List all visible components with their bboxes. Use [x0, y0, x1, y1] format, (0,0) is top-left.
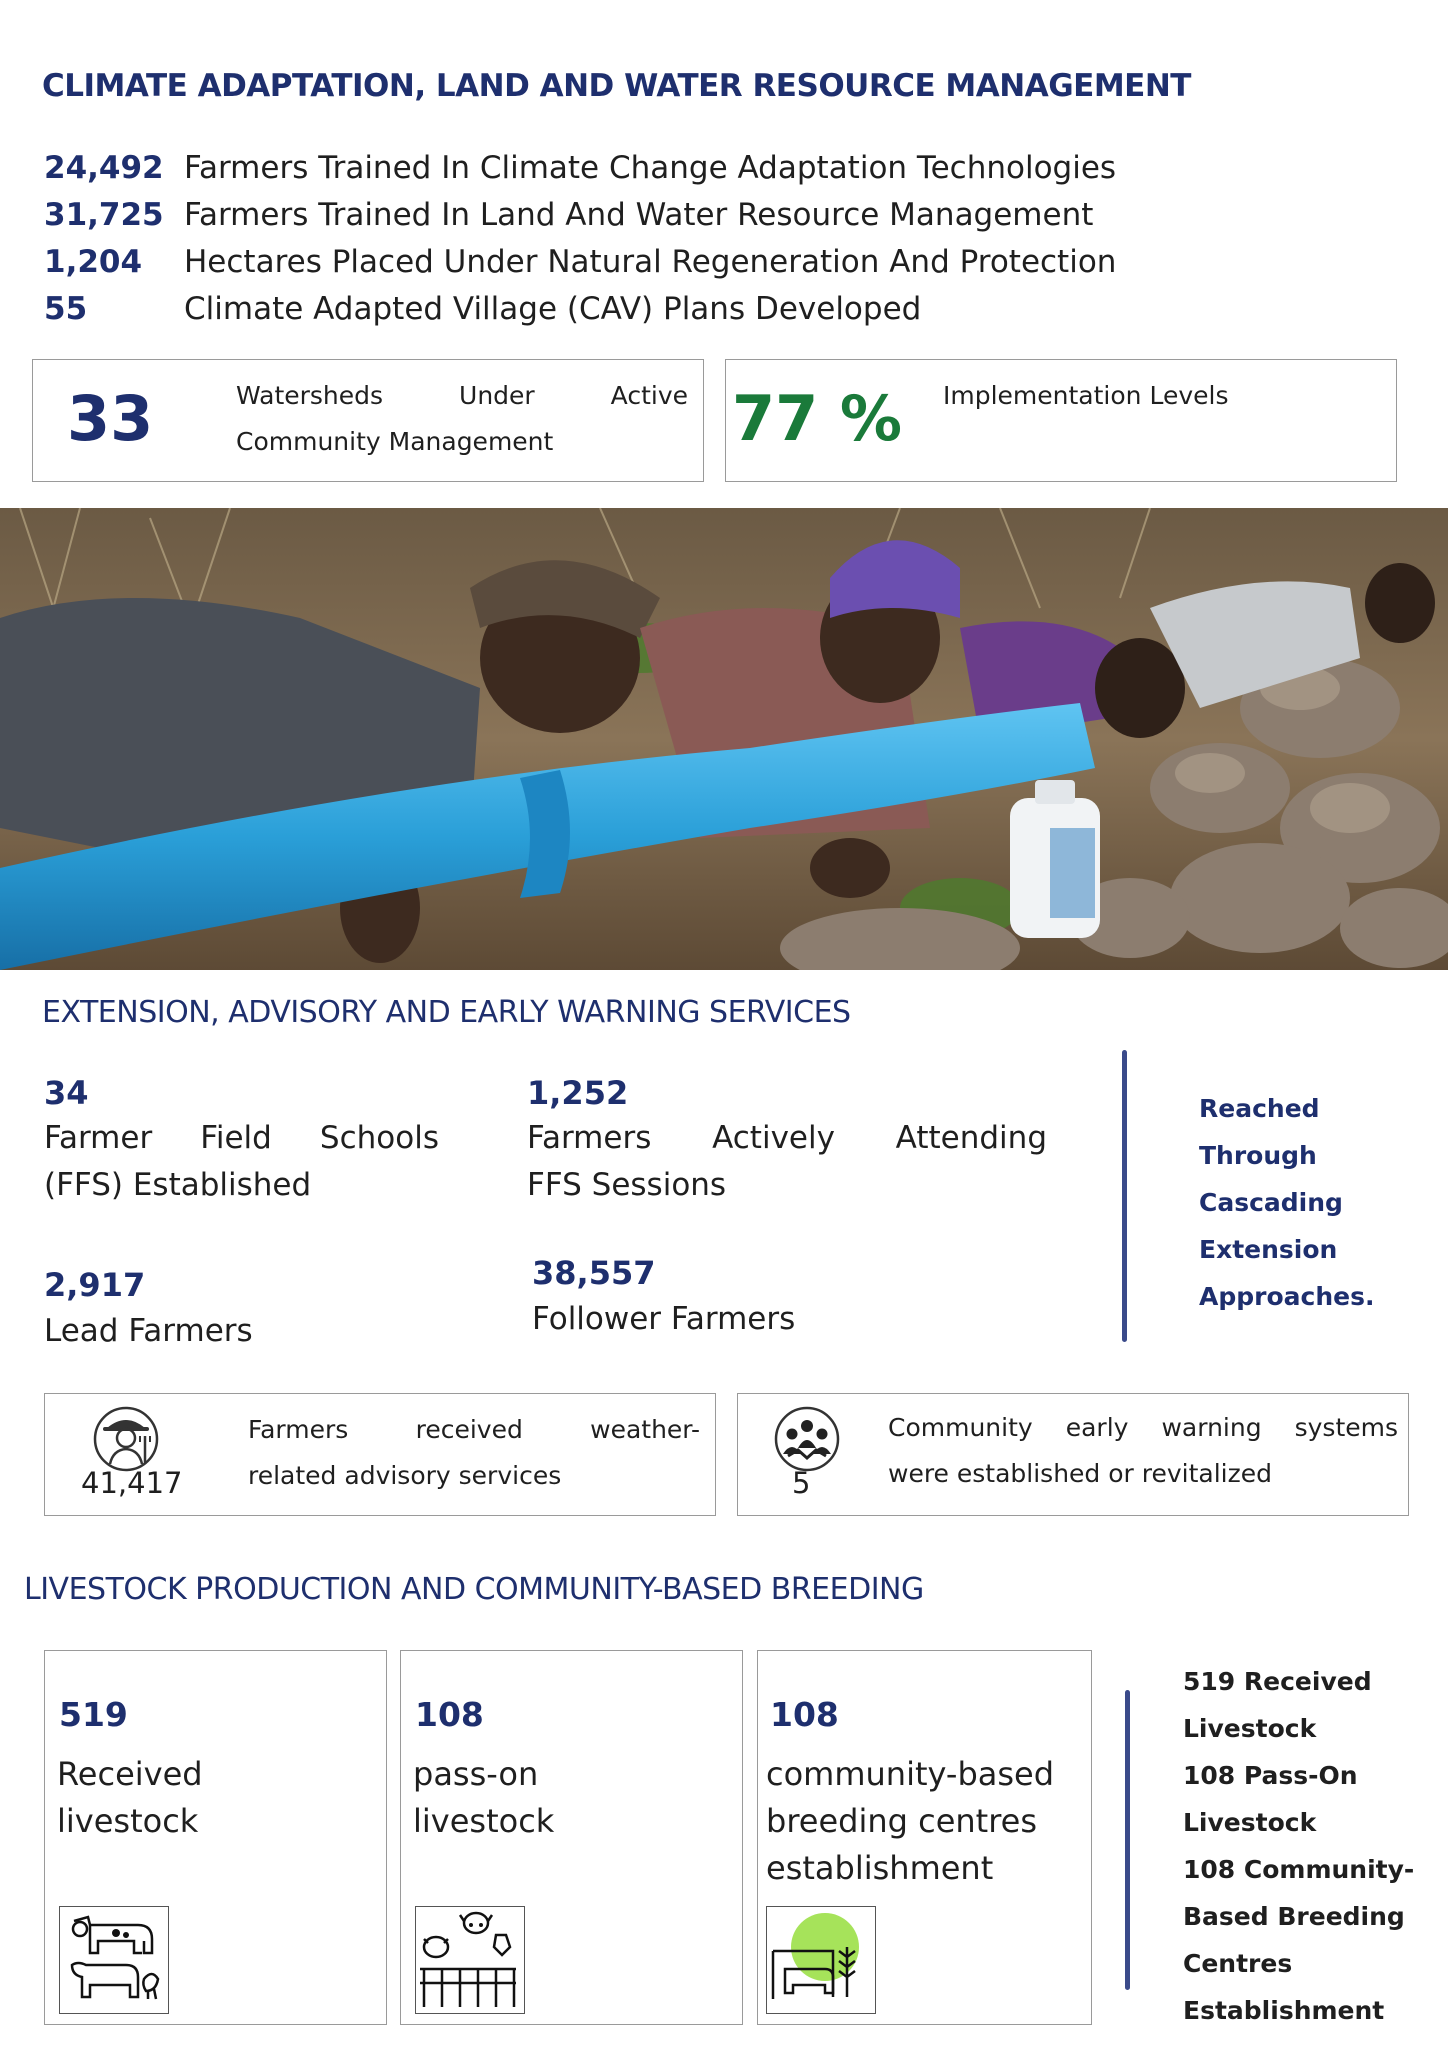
label-line: pass-on	[413, 1755, 539, 1793]
side-note-word: Extension	[1199, 1235, 1338, 1264]
photo-pipe-installation	[0, 508, 1448, 970]
side-summary-line: Livestock	[1183, 1808, 1317, 1837]
breeding-centre-icon	[766, 1906, 876, 2014]
side-note-word: Approaches.	[1199, 1282, 1375, 1311]
stat-label: Hectares Placed Under Natural Regeneration And Protection	[184, 244, 1117, 280]
side-note-word: Cascading	[1199, 1188, 1343, 1217]
ffs-number: 34	[44, 1074, 89, 1112]
follower-farmers-number: 38,557	[532, 1254, 656, 1292]
stat-number: 55	[44, 291, 88, 327]
stat-row	[44, 197, 1093, 233]
section-title-climate: CLIMATE ADAPTATION, LAND AND WATER RESOURCE MANAGEMENT	[42, 68, 1191, 104]
watersheds-number: 33	[67, 382, 154, 455]
divider-line	[1122, 1050, 1127, 1342]
stat-row	[44, 150, 1116, 186]
follower-farmers-label: Follower Farmers	[532, 1301, 796, 1337]
stat-number: 1,204	[44, 244, 143, 280]
implementation-label: Implementation Levels	[943, 381, 1229, 410]
early-warning-box	[737, 1393, 1409, 1516]
early-warning-line2: were established or revitalized	[888, 1459, 1272, 1488]
livestock-pen-icon	[415, 1906, 525, 2014]
stat-label: Farmers Trained In Land And Water Resource Management	[184, 197, 1094, 233]
received-livestock-label	[57, 1751, 203, 1845]
section-title-livestock: LIVESTOCK PRODUCTION AND COMMUNITY-BASED BREEDING	[24, 1572, 924, 1607]
ffs-line1: Farmer Field Schools	[44, 1120, 439, 1156]
side-summary-line: 519 Received	[1183, 1667, 1372, 1696]
side-summary-line: Based Breeding	[1183, 1902, 1405, 1931]
side-summary-line: 108 Community-	[1183, 1855, 1415, 1884]
side-summary-line: Establishment	[1183, 1996, 1385, 2025]
breeding-centres-label	[766, 1751, 1054, 1892]
breeding-centres-number: 108	[770, 1695, 839, 1734]
side-note-word: Reached	[1199, 1094, 1320, 1123]
pass-on-livestock-card	[400, 1650, 743, 2025]
label-line: Received	[57, 1755, 203, 1793]
divider-line	[1125, 1690, 1130, 1990]
watersheds-line2: Community Management	[236, 427, 554, 456]
side-summary-line: Centres	[1183, 1949, 1293, 1978]
label-line: establishment	[766, 1849, 994, 1887]
breeding-centres-card	[757, 1650, 1092, 2025]
advisory-box	[44, 1393, 716, 1516]
stat-label: Climate Adapted Village (CAV) Plans Developed	[184, 291, 922, 327]
received-livestock-number: 519	[59, 1695, 128, 1734]
label-line: breeding centres	[766, 1802, 1038, 1840]
label-line: livestock	[413, 1802, 555, 1840]
label-line: community-based	[766, 1755, 1055, 1793]
watersheds-box	[32, 359, 704, 482]
lead-farmers-label: Lead Farmers	[44, 1313, 253, 1349]
livestock-icon	[59, 1906, 169, 2014]
early-warning-line1: Community early warning systems	[888, 1413, 1398, 1442]
attending-line2: FFS Sessions	[527, 1167, 727, 1203]
side-summary-line: 108 Pass-On	[1183, 1761, 1358, 1790]
ffs-line2: (FFS) Established	[44, 1167, 312, 1203]
early-warning-number: 5	[792, 1466, 811, 1500]
side-summary-line: Livestock	[1183, 1714, 1317, 1743]
side-note-word: Through	[1199, 1141, 1317, 1170]
lead-farmers-number: 2,917	[44, 1266, 146, 1304]
advisory-line2: related advisory services	[248, 1461, 562, 1490]
advisory-number: 41,417	[81, 1466, 183, 1500]
stat-label: Farmers Trained In Climate Change Adaptation Technologies	[184, 150, 1117, 186]
stat-number: 24,492	[44, 150, 164, 186]
attending-number: 1,252	[527, 1074, 629, 1112]
stat-row	[44, 244, 1116, 280]
attending-line1: Farmers Actively Attending	[527, 1120, 1047, 1156]
photo-illustration	[0, 508, 1448, 970]
implementation-number: 77 %	[732, 382, 902, 455]
implementation-box	[725, 359, 1397, 482]
received-livestock-card	[44, 1650, 387, 2025]
label-line: livestock	[57, 1802, 199, 1840]
stat-number: 31,725	[44, 197, 164, 233]
section-title-extension: EXTENSION, ADVISORY AND EARLY WARNING SERVICES	[42, 995, 851, 1030]
watersheds-line1: Watersheds Under Active	[236, 381, 688, 410]
pass-on-livestock-number: 108	[415, 1695, 484, 1734]
advisory-line1: Farmers received weather-	[248, 1415, 700, 1444]
pass-on-livestock-label	[413, 1751, 554, 1845]
stat-row	[44, 291, 921, 327]
